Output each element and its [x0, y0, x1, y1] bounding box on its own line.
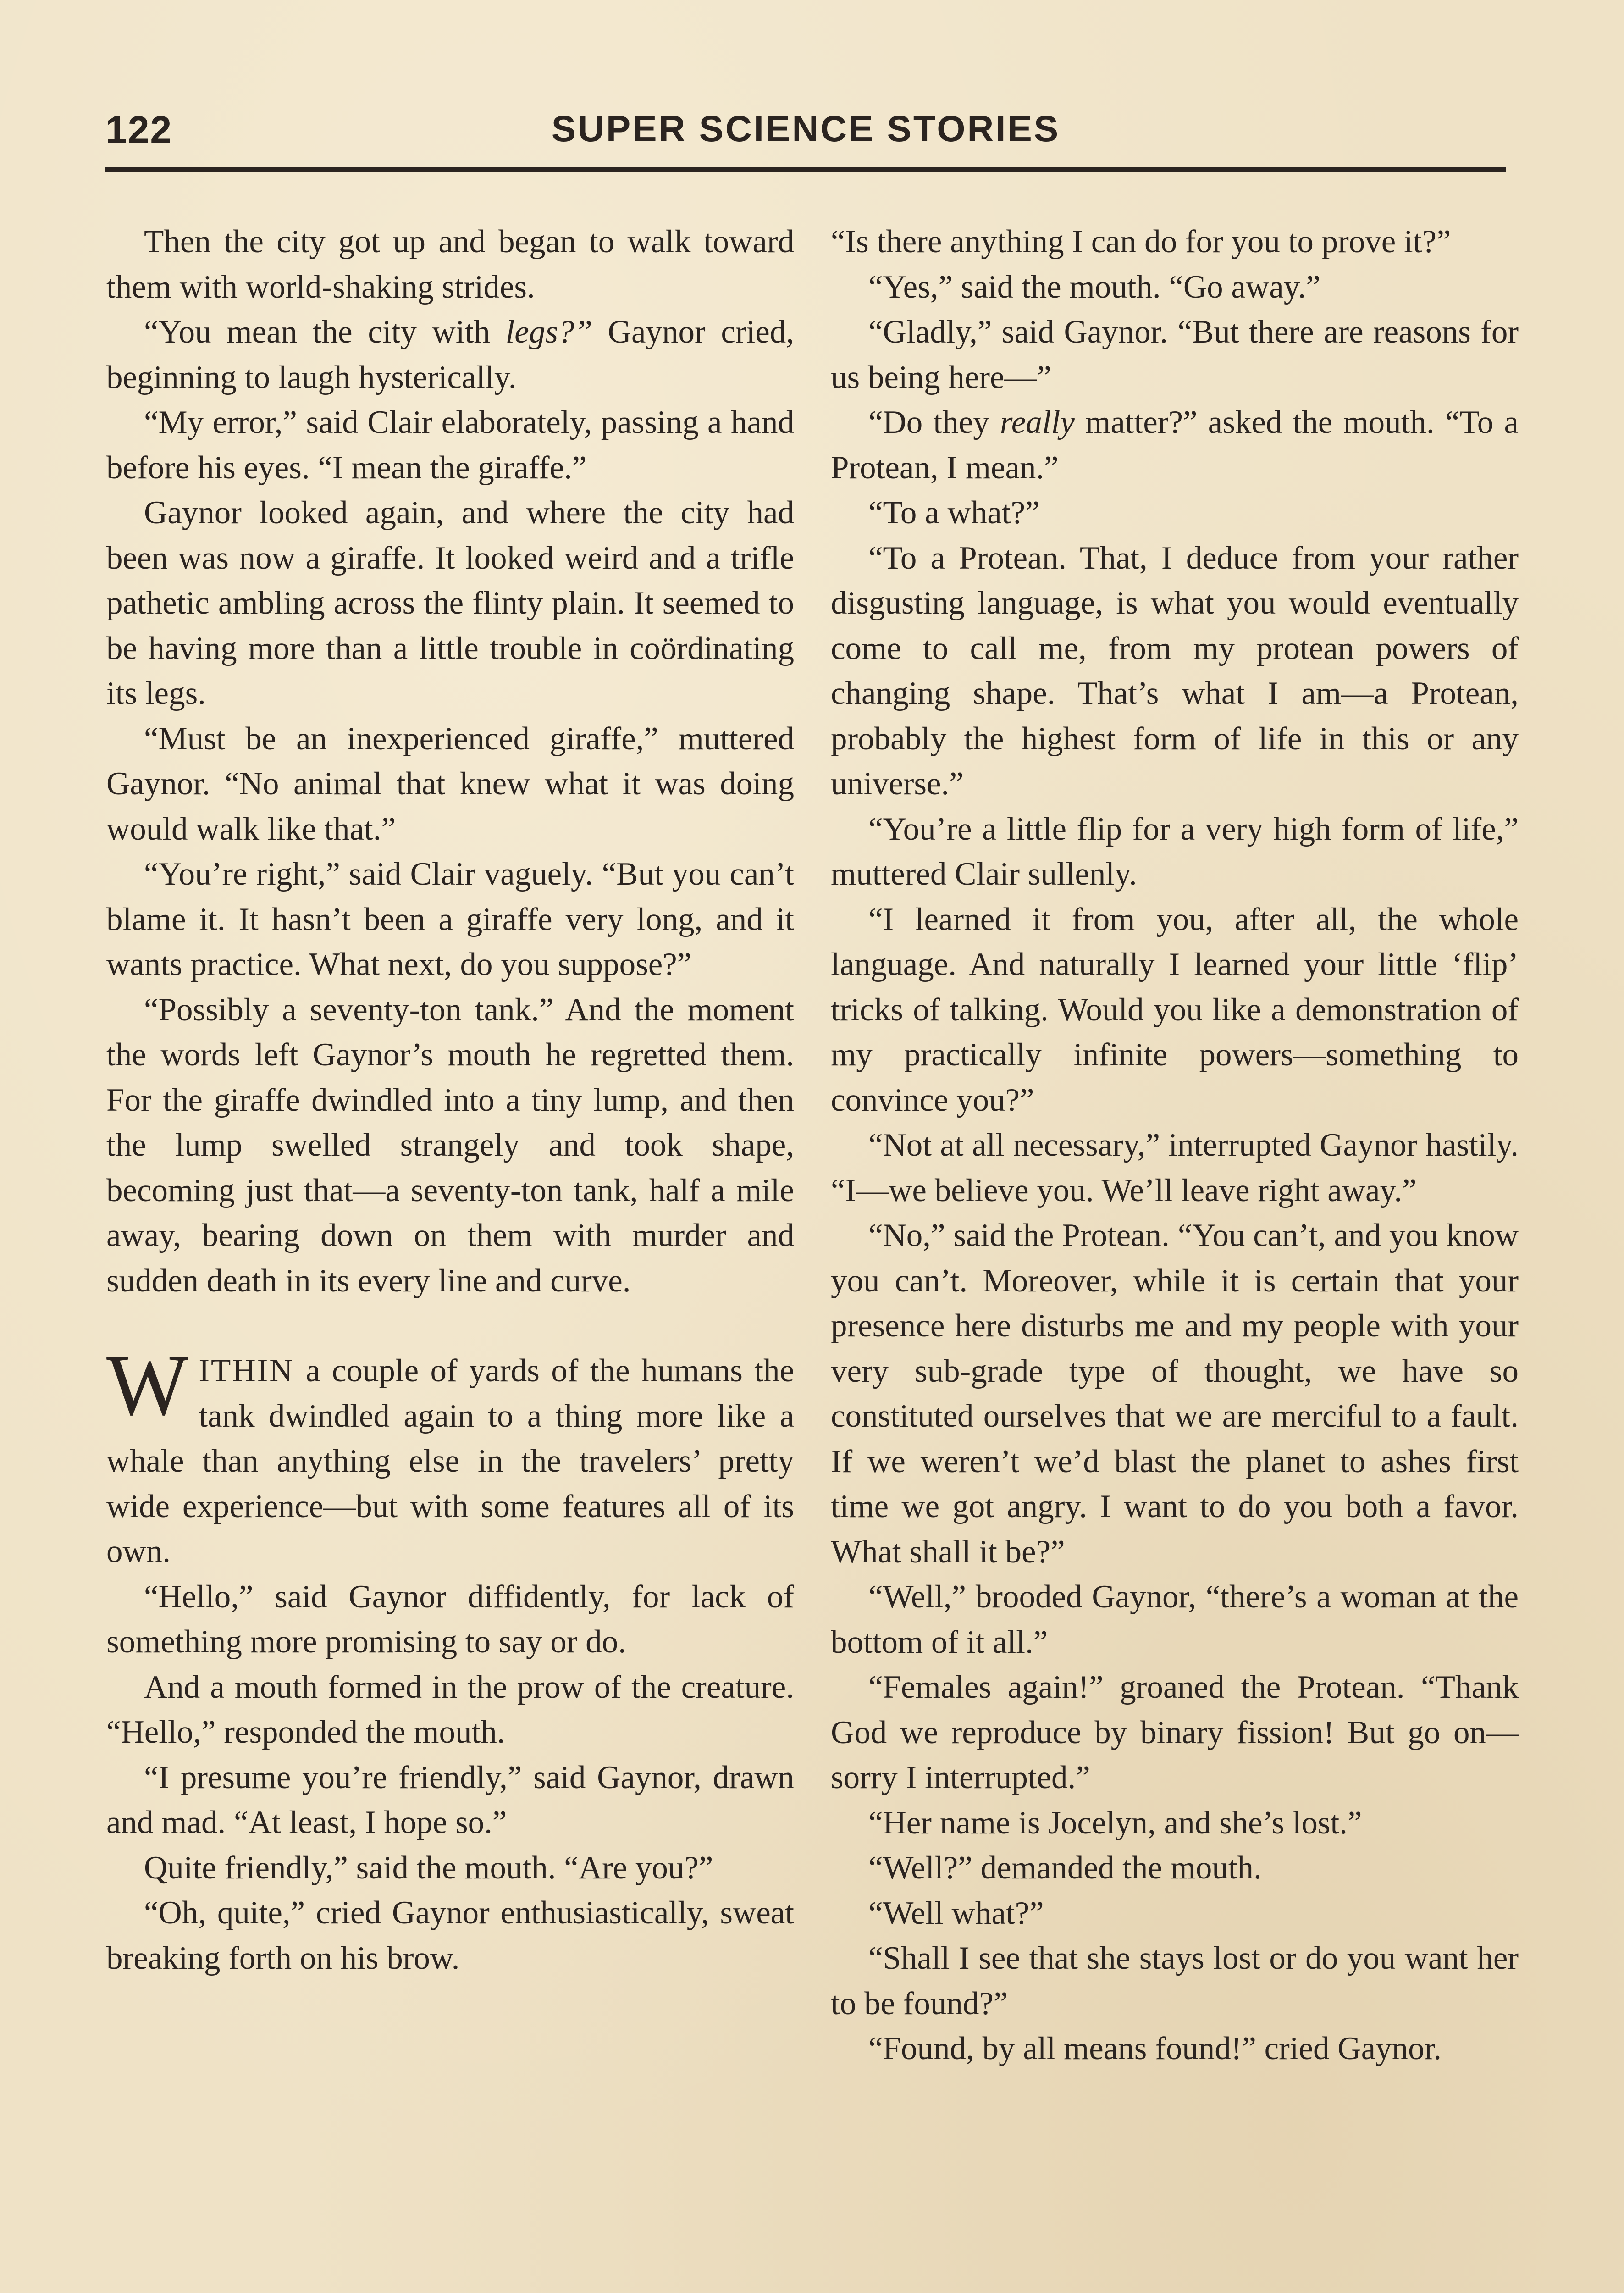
paragraph: “To a what?” [868, 495, 1040, 531]
paragraph: “Well?” demanded the mouth. [868, 1850, 1262, 1886]
paragraph: “No,” said the Protean. “You can’t, and you know you can’t. Moreover, while it is certain that your presence here disturbs me and my people with your very sub-grade type of thought, we have so constituted ourselves that we are merciful to a fault. If we weren’t we’d blast the planet to ashes first time we got angry. I want to do you both a favor. What shall it be?” [831, 1218, 1519, 1570]
paragraph: “Shall I see that she stays lost or do you want her to be found?” [831, 1940, 1519, 2022]
paragraph: Then the city got up and began to walk toward them with world-shaking strides. [106, 224, 794, 305]
paragraph: Quite friendly,” said the mouth. “Are you?” [144, 1850, 713, 1886]
paragraph: “You’re right,” said Clair vaguely. “But you can’t blame it. It hasn’t been a giraffe very long, and it wants practice. What next, do you suppose?” [106, 856, 794, 982]
paragraph: And a mouth formed in the prow of the creature. “Hello,” responded the mouth. [106, 1669, 794, 1750]
paragraph: “Hello,” said Gaynor diffidently, for lack of something more promising to say or do. [106, 1579, 794, 1660]
paragraph: “Found, by all means found!” cried Gaynor. [868, 2031, 1442, 2066]
paragraph [831, 400, 1519, 490]
paragraph: “To a Protean. That, I deduce from your rather disgusting language, is what you would eventually come to call me, from my protean powers of changing shape. That’s what I am—a Protean, probably the highest form of life in this or any universe.” [831, 540, 1519, 802]
paragraph: “Oh, quite,” cried Gaynor enthusiastically, sweat breaking forth on his brow. [106, 1895, 794, 1976]
text-run: “Do they [868, 404, 1000, 440]
section-opening-paragraph [106, 1337, 794, 1574]
paragraph: “Her name is Jocelyn, and she’s lost.” [868, 1805, 1362, 1841]
left-column [106, 219, 794, 1981]
right-column [831, 219, 1519, 2071]
paragraph: “Must be an inexperienced giraffe,” muttered Gaynor. “No animal that knew what it was doing would walk like that.” [106, 720, 794, 847]
paragraph: “Females again!” groaned the Protean. “Thank God we reproduce by binary fission! But go on—sorry I interrupted.” [831, 1669, 1519, 1795]
paragraph: “I presume you’re friendly,” said Gaynor, drawn and mad. “At least, I hope so.” [106, 1759, 794, 1840]
italic-text: legs?” [505, 314, 592, 350]
running-head: SUPER SCIENCE STORIES [551, 108, 1061, 149]
text-run: matter?” asked the mouth. “To a Protean, I mean.” [831, 404, 1519, 486]
text-run: a couple of yards of the humans the tank dwindled again to a thing more like a whale than anything else in the travelers’ pretty wide experience—but with some features all of its own. [106, 1353, 794, 1569]
paragraph: “Well what?” [868, 1895, 1044, 1931]
paragraph: “You’re a little flip for a very high form of life,” muttered Clair sullenly. [831, 811, 1519, 892]
paragraph: “I learned it from you, after all, the whole language. And naturally I learned your little ‘flip’ tricks of talking. Would you like a demonstration of my practically infinite powers—something to convince you?” [831, 901, 1519, 1118]
page-number: 122 [105, 108, 173, 151]
paragraph: “Gladly,” said Gaynor. “But there are reasons for us being here—” [831, 314, 1519, 395]
paragraph: “Yes,” said the mouth. “Go away.” [868, 269, 1320, 305]
drop-cap: W [106, 1337, 189, 1434]
paragraph-continued: “Is there anything I can do for you to prove it?” [831, 224, 1451, 260]
page-header [105, 103, 1506, 172]
paragraph: “Not at all necessary,” interrupted Gaynor hastily. “I—we believe you. We’ll leave right away.” [831, 1127, 1519, 1208]
italic-text: really [1000, 404, 1075, 440]
paragraph: “My error,” said Clair elaborately, passing a hand before his eyes. “I mean the giraffe.” [106, 404, 794, 486]
text-run: Gaynor cried, beginning to laugh hysterically. [106, 314, 794, 395]
small-caps-text: ITHIN [199, 1353, 294, 1389]
text-run: “You mean the city with [144, 314, 506, 350]
paragraph: Gaynor looked again, and where the city had been was now a giraffe. It looked weird and a trifle pathetic ambling across the flinty plain. It seemed to be having more than a little trouble in coördinating its legs. [106, 495, 794, 711]
paragraph: “Well,” brooded Gaynor, “there’s a woman at the bottom of it all.” [831, 1579, 1519, 1660]
paragraph [106, 310, 794, 400]
paragraph: “Possibly a seventy-ton tank.” And the moment the words left Gaynor’s mouth he regretted them. For the giraffe dwindled into a tiny lump, and then the lump swelled strangely and took shape, becoming just that—a seventy-ton tank, half a mile away, bearing down on them with murder and sudden death in its every line and curve. [106, 991, 794, 1299]
